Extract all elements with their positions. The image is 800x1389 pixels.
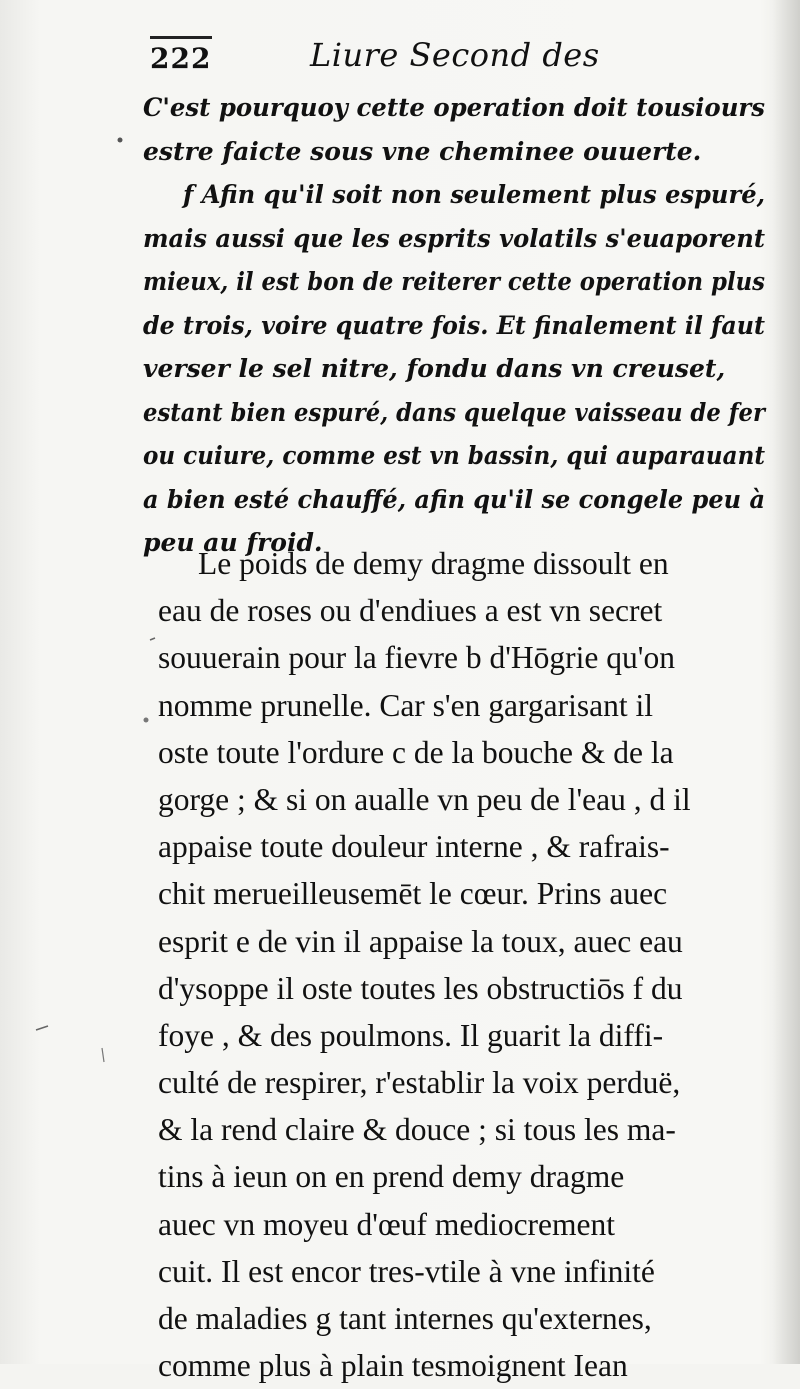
page-number: 222: [150, 42, 212, 75]
text-line: tins à ieun on en prend demy dragme: [158, 1159, 625, 1195]
text-line: estant bien espuré, dans quelque vaisseau de fer: [143, 397, 765, 427]
text-line: de maladies g tant internes qu'externes,: [158, 1301, 652, 1336]
text-line: cuit. Il est encor tres-vtile à vne infinité: [158, 1253, 655, 1289]
text-line: souuerain pour la fievre b d'Hōgrie qu'on: [158, 640, 675, 676]
text-line: appaise toute douleur interne , & rafrais-: [158, 829, 670, 865]
running-head: Liure Second des: [310, 36, 600, 74]
text-line: estre faicte sous vne cheminee ouuerte.: [143, 136, 702, 166]
text-line: Le poids de demy dragme dissoult en: [198, 546, 669, 581]
text-line: mais aussi que les esprits volatils s'euaporent: [143, 223, 765, 253]
page-header: [150, 26, 770, 86]
text-line: oste toute l'ordure c de la bouche & de la: [158, 734, 674, 770]
text-line: a bien esté chauffé, afin qu'il se congele peu à: [143, 484, 765, 514]
roman-paragraph: [158, 540, 758, 1389]
text-line: de trois, voire quatre fois. Et finalement il faut: [143, 310, 765, 340]
italic-paragraph: [143, 86, 765, 565]
text-line: f Afin qu'il soit non seulement plus espuré,: [183, 180, 765, 209]
text-line: comme plus à plain tesmoignent Iean: [158, 1348, 628, 1384]
text-line: culté de respirer, r'establir la voix perduë,: [158, 1065, 681, 1101]
text-line: & la rend claire & douce ; si tous les ma-: [158, 1112, 676, 1148]
text-line: gorge ; & si on aualle vn peu de l'eau , d il: [158, 781, 691, 817]
text-line: esprit e de vin il appaise la toux, auec eau: [158, 923, 683, 959]
text-line: C'est pourquoy cette operation doit tousiours: [143, 93, 765, 122]
text-line: d'ysoppe il oste toutes les obstructiōs f du: [158, 970, 683, 1006]
text-line: auec vn moyeu d'œuf mediocrement: [158, 1206, 616, 1242]
text-line: mieux, il est bon de reiterer cette operation plus: [143, 267, 765, 296]
text-line: verser le sel nitre, fondu dans vn creuset,: [143, 354, 726, 383]
text-line: foye , & des poulmons. Il guarit la diffi-: [158, 1017, 664, 1053]
text-line: chit merueilleusemēt le cœur. Prins auec: [158, 876, 668, 912]
text-line: eau de roses ou d'endiues a est vn secret: [158, 593, 663, 629]
text-line: peu au froid.: [143, 528, 323, 557]
text-line: nomme prunelle. Car s'en gargarisant il: [158, 687, 653, 723]
text-line: ou cuiure, comme est vn bassin, qui auparauant: [143, 441, 765, 470]
